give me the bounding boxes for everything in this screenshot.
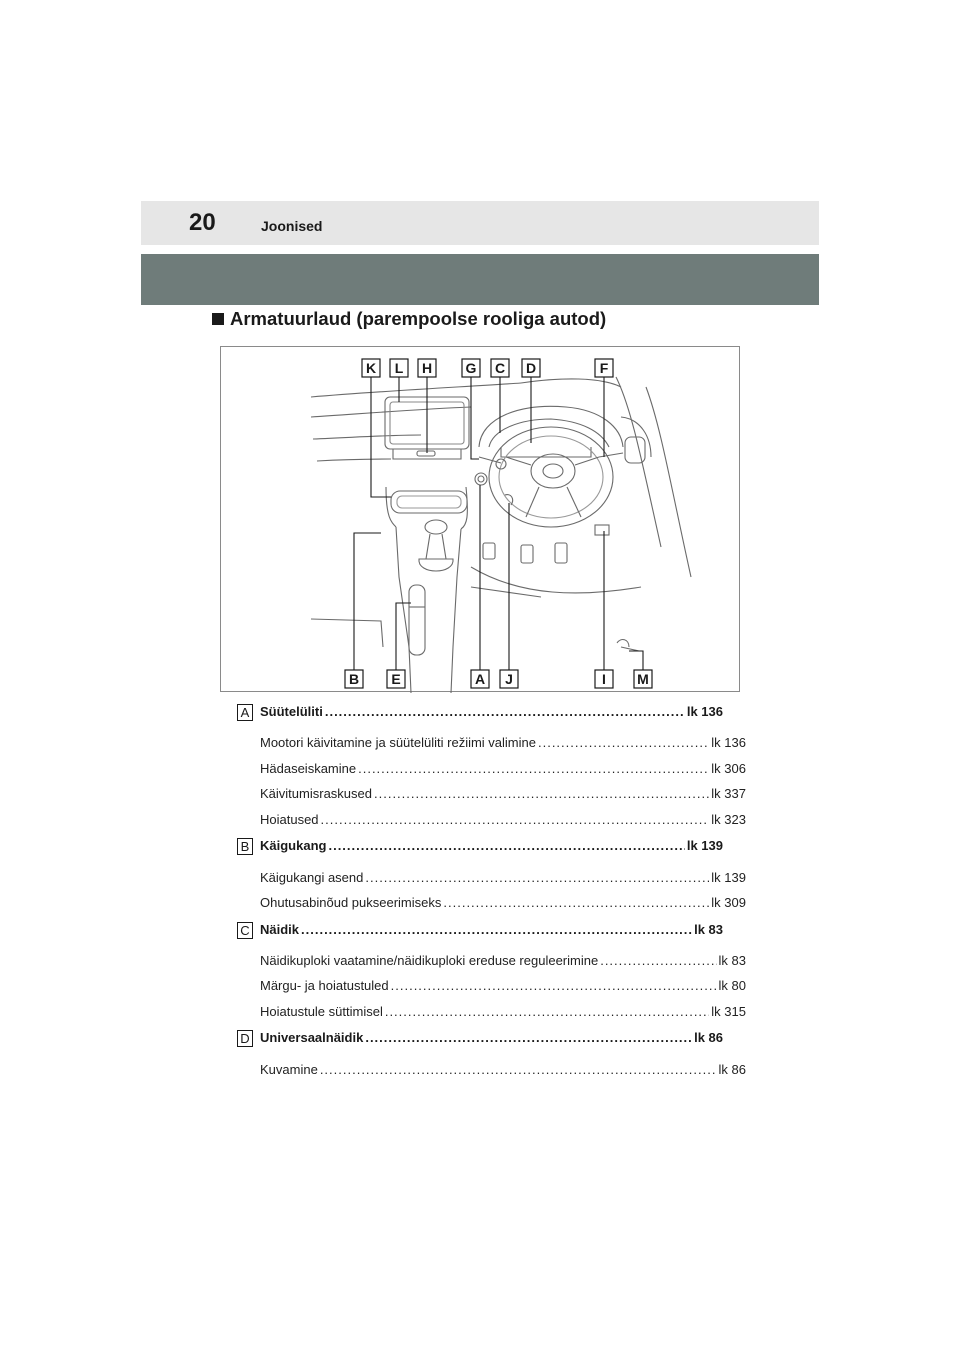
sub-entry: Kuvamine ..... lk 86 bbox=[237, 1056, 746, 1082]
entry-c bbox=[237, 921, 746, 1025]
svg-text:M: M bbox=[637, 671, 649, 687]
section-title: Joonised bbox=[261, 218, 323, 234]
dashboard-drawing bbox=[221, 347, 741, 693]
entry-title: Näidik bbox=[260, 921, 300, 937]
svg-text:L: L bbox=[394, 360, 404, 376]
sub-entry: Mootori käivitamine ja süütelüliti režiimi valimine ..... lk 136 bbox=[237, 730, 746, 756]
header-band bbox=[141, 254, 819, 305]
svg-text:I: I bbox=[602, 671, 606, 687]
figure-label-k bbox=[362, 359, 380, 377]
svg-text:H: H bbox=[421, 360, 433, 376]
entry-letter: A bbox=[237, 704, 253, 721]
figure-label-e bbox=[387, 670, 405, 688]
entry-b bbox=[237, 838, 746, 915]
entry-title-row bbox=[237, 1030, 723, 1056]
entry-letter: D bbox=[237, 1030, 253, 1047]
svg-text:D: D bbox=[525, 360, 537, 376]
figure-label-m bbox=[634, 670, 652, 688]
figure-label-g bbox=[462, 359, 480, 377]
entry-title: Universaalnäidik bbox=[260, 1030, 364, 1046]
entry-page-ref: lk 136 bbox=[686, 704, 723, 719]
svg-text:J: J bbox=[505, 671, 513, 687]
sub-entry: Hoiatused ..... lk 323 bbox=[237, 807, 746, 833]
entry-page-ref: lk 86 bbox=[694, 1030, 723, 1046]
svg-text:A: A bbox=[474, 671, 486, 687]
sub-entry: Hädaseiskamine ..... lk 306 bbox=[237, 756, 746, 782]
entry-page-ref: lk 83 bbox=[694, 921, 723, 937]
svg-text:B: B bbox=[348, 671, 360, 687]
page-number: 20 bbox=[189, 209, 216, 236]
figure-label-h bbox=[418, 359, 436, 377]
sub-entry: Hoiatustule süttimisel ..... lk 315 bbox=[237, 999, 746, 1025]
entry-title-row bbox=[237, 922, 723, 948]
figure-label-d bbox=[522, 359, 540, 377]
entry-title-row bbox=[237, 838, 723, 864]
figure-label-i bbox=[595, 670, 613, 688]
figure-label-c bbox=[491, 359, 509, 377]
figure-label-l bbox=[390, 359, 408, 377]
svg-text:F: F bbox=[599, 360, 609, 376]
sub-entry: Näidikuploki vaatamine/näidikuploki ereduse reguleerimine ..... lk 83 bbox=[237, 948, 746, 974]
figure-label-f bbox=[595, 359, 613, 377]
entry-title: Käigukang bbox=[260, 838, 327, 854]
sub-entry: Märgu- ja hoiatustuled ..... lk 80 bbox=[237, 973, 746, 999]
reference-list bbox=[237, 704, 746, 1088]
entry-d bbox=[237, 1030, 746, 1082]
sub-entry: Käivitumisraskused ..... lk 337 bbox=[237, 781, 746, 807]
page-header bbox=[141, 201, 819, 245]
svg-text:K: K bbox=[365, 360, 377, 376]
svg-text:C: C bbox=[494, 360, 506, 376]
figure-label-a bbox=[471, 670, 489, 688]
entry-letter: B bbox=[237, 838, 253, 855]
entry-letter: C bbox=[237, 922, 253, 939]
heading-square-icon bbox=[212, 313, 224, 325]
sub-entry: Ohutusabinõud pukseerimiseks ..... lk 309 bbox=[237, 890, 746, 916]
svg-text:E: E bbox=[391, 671, 401, 687]
sub-entry: Käigukangi asend ..... lk 139 bbox=[237, 864, 746, 890]
entry-page-ref: lk 139 bbox=[686, 838, 723, 854]
figure-label-b bbox=[345, 670, 363, 688]
entry-title-row bbox=[237, 704, 723, 730]
svg-text:G: G bbox=[465, 360, 477, 376]
section-heading bbox=[212, 308, 606, 330]
figure-label-j bbox=[500, 670, 518, 688]
entry-a bbox=[237, 704, 746, 832]
dashboard-illustration bbox=[220, 346, 740, 692]
heading-text: Armatuurlaud (parempoolse rooliga autod) bbox=[230, 308, 607, 329]
entry-title: Süütelüliti bbox=[260, 704, 323, 719]
